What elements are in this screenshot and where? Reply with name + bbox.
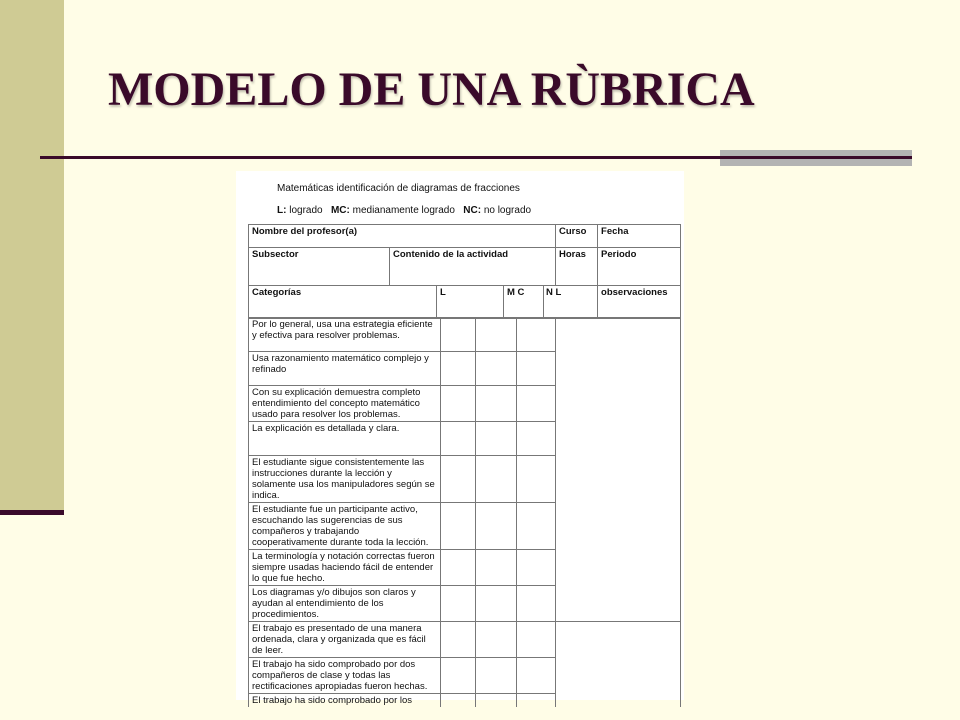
criterion-text: La terminología y notación correctas fueron siempre usadas haciendo fácil de entender lo que fue hecho.	[249, 550, 441, 586]
criterion-text: El trabajo ha sido comprobado por dos compañeros de clase y todas las rectificaciones apropiadas fueron hechas.	[249, 658, 441, 694]
cell-l	[441, 422, 476, 456]
cell-nl	[517, 456, 556, 503]
info-row-2	[249, 248, 681, 286]
cell-mc	[476, 550, 517, 586]
nl-header	[544, 286, 598, 319]
cell-mc	[476, 318, 517, 352]
cell-mc	[476, 386, 517, 422]
rubric-table	[248, 224, 681, 319]
accent-bar-underline	[0, 510, 64, 515]
cell-l	[441, 503, 476, 550]
legend-mc-text: medianamente logrado	[352, 205, 455, 216]
cell-l	[441, 622, 476, 658]
cell-mc	[476, 622, 517, 658]
criteria-row	[249, 622, 681, 658]
legend-nc-key: NC:	[463, 205, 482, 216]
legend-l-text: logrado	[289, 205, 323, 216]
cell-nl	[517, 622, 556, 658]
cell-observaciones	[556, 622, 681, 708]
cell-nl	[517, 658, 556, 694]
cell-nl	[517, 694, 556, 708]
cell-nl	[517, 386, 556, 422]
cell-l	[441, 694, 476, 708]
criterion-text: La explicación es detallada y clara.	[249, 422, 441, 456]
horas-label: Horas	[556, 248, 598, 286]
cell-nl	[517, 503, 556, 550]
cell-nl	[517, 352, 556, 386]
mc-header: M C	[504, 286, 544, 319]
cell-mc	[476, 694, 517, 708]
periodo-label: Periodo	[598, 248, 681, 286]
cell-nl	[517, 422, 556, 456]
cell-nl	[517, 586, 556, 622]
fecha-label: Fecha	[598, 225, 681, 248]
criterion-text: Los diagramas y/o dibujos son claros y ayudan al entendimiento de los procedimientos.	[249, 586, 441, 622]
title-rule	[40, 156, 912, 159]
cell-l	[441, 658, 476, 694]
categorias-header: Categorías	[249, 286, 437, 319]
subsector-label: Subsector	[249, 248, 390, 286]
criterion-text: El trabajo es presentado de una manera ordenada, clara y organizada que es fácil de leer.	[249, 622, 441, 658]
criteria-row	[249, 318, 681, 352]
cell-nl	[517, 550, 556, 586]
legend-mc-key: MC:	[330, 205, 350, 216]
cell-l	[441, 352, 476, 386]
cell-mc	[476, 503, 517, 550]
subject-line: Matemáticas identificación de diagramas de fracciones	[277, 183, 520, 194]
cell-l	[441, 586, 476, 622]
criterion-text: El trabajo ha sido comprobado por los	[249, 694, 441, 708]
cell-l	[441, 456, 476, 503]
slide-title: MODELO DE UNA RÙBRICA	[108, 63, 755, 116]
criterion-text: Usa razonamiento matemático complejo y refinado	[249, 352, 441, 386]
nl-header-text: N L	[546, 287, 562, 298]
cell-l	[441, 386, 476, 422]
legend-nc-text: no logrado	[483, 205, 532, 216]
cell-l	[441, 550, 476, 586]
info-row-1	[249, 225, 681, 248]
accent-bar	[0, 0, 64, 512]
legend-line	[277, 205, 531, 216]
cell-mc	[476, 422, 517, 456]
criteria-table	[248, 317, 681, 707]
profesor-label: Nombre del profesor(a)	[249, 225, 556, 248]
cell-mc	[476, 352, 517, 386]
rubric-document	[236, 171, 684, 706]
legend-l-key: L:	[277, 205, 287, 216]
cell-nl	[517, 318, 556, 352]
criterion-text: Con su explicación demuestra completo entendimiento del concepto matemático usado para resolver los problemas.	[249, 386, 441, 422]
l-header: L	[437, 286, 504, 319]
criterion-text: El estudiante fue un participante activo, escuchando las sugerencias de sus compañeros y trabajando cooperativamente durante toda la lección.	[249, 503, 441, 550]
column-header-row	[249, 286, 681, 319]
cell-mc	[476, 658, 517, 694]
contenido-label: Contenido de la actividad	[390, 248, 556, 286]
criterion-text: El estudiante sigue consistentemente las instrucciones durante la lección y solamente usa los manipuladores según se indica.	[249, 456, 441, 503]
cell-observaciones	[556, 318, 681, 622]
curso-label: Curso	[556, 225, 598, 248]
observaciones-header: observaciones	[598, 286, 681, 319]
cell-mc	[476, 586, 517, 622]
cell-l	[441, 318, 476, 352]
cell-mc	[476, 456, 517, 503]
criterion-text: Por lo general, usa una estrategia eficiente y efectiva para resolver problemas.	[249, 318, 441, 352]
